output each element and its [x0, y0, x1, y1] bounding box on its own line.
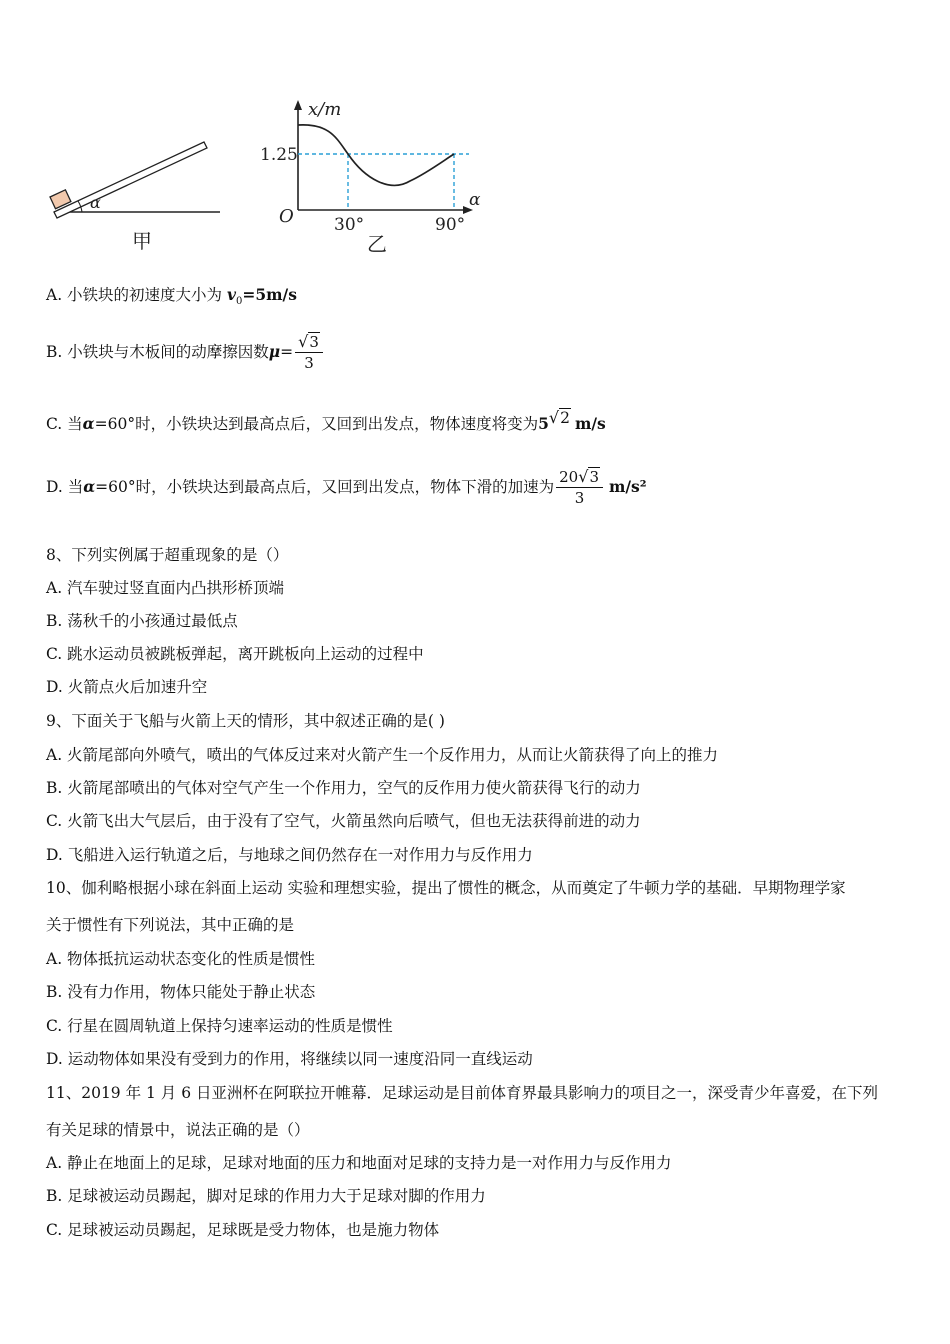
sqrt-2: √2	[548, 408, 570, 427]
figure-caption-yi: 乙	[367, 232, 387, 256]
figure-yi-graph	[255, 95, 495, 260]
y-tick-label: 1.25	[260, 145, 298, 165]
x-tick-30: 30°	[334, 215, 365, 235]
fraction-root3-over-3: $\frac{√3}{3}$	[295, 332, 323, 373]
q10-option-b: B. 没有力作用，物体只能处于静止状态	[46, 983, 316, 1001]
figure-caption-jia: 甲	[132, 229, 152, 253]
q8-option-d: D. 火箭点火后加速升空	[46, 678, 208, 696]
q7-option-b: B. 小铁块与木板间的动摩擦因数 μ = $\frac{√3}{3}$	[46, 330, 325, 374]
q10-stem-line2: 关于惯性有下列说法，其中正确的是	[46, 916, 295, 934]
inclined-board	[54, 142, 207, 218]
x-axis-label: α	[469, 190, 481, 210]
q8-option-a: A. 汽车驶过竖直面内凸拱形桥顶端	[46, 579, 285, 597]
q10-option-d: D. 运动物体如果没有受到力的作用，将继续以同一速度沿同一直线运动	[46, 1050, 533, 1068]
q9-stem: 9、下面关于飞船与火箭上天的情形，其中叙述正确的是( )	[46, 712, 445, 730]
q9-option-d: D. 飞船进入运行轨道之后，与地球之间仍然存在一对作用力与反作用力	[46, 846, 533, 864]
q11-option-b: B. 足球被运动员踢起，脚对足球的作用力大于足球对脚的作用力	[46, 1187, 486, 1205]
x-tick-90: 90°	[435, 215, 466, 235]
q11-stem-line1: 11、2019 年 1 月 6 日亚洲杯在阿联拉开帷幕．足球运动是目前体育界最具影响力的项目之一，深受青少年喜爱，在下列	[46, 1084, 879, 1102]
q8-stem: 8、下列实例属于超重现象的是（）	[46, 546, 289, 564]
q9-option-a: A. 火箭尾部向外喷气，喷出的气体反过来对火箭产生一个反作用力，从而让火箭获得了向上的推力	[46, 746, 719, 764]
q11-stem-line2: 有关足球的情景中，说法正确的是（）	[46, 1121, 310, 1139]
q10-stem-line1: 10、伽利略根据小球在斜面上运动 实验和理想实验，提出了惯性的概念，从而奠定了牛顿力学的基础．早期物理学家	[46, 879, 846, 897]
angle-label: α	[90, 193, 101, 212]
q7-option-a: A. 小铁块的初速度大小为 $v_0=5m/s$	[46, 285, 297, 308]
y-axis-arrow	[294, 100, 302, 110]
q10-option-c: C. 行星在圆周轨道上保持匀速率运动的性质是惯性	[46, 1017, 393, 1035]
x-alpha-curve	[298, 125, 454, 186]
q11-option-a: A. 静止在地面上的足球，足球对地面的压力和地面对足球的支持力是一对作用力与反作用力	[46, 1154, 672, 1172]
origin-label: O	[279, 206, 294, 227]
q10-option-a: A. 物体抵抗运动状态变化的性质是惯性	[46, 950, 316, 968]
q7-option-c: C. 当 α =60°时，小铁块达到最高点后，又回到出发点，物体速度将变为 5 √2 m/s	[46, 408, 606, 433]
y-axis-label: x/m	[308, 99, 342, 120]
q11-option-c: C. 足球被运动员踢起，足球既是受力物体，也是施力物体	[46, 1221, 440, 1239]
q8-option-c: C. 跳水运动员被跳板弹起，离开跳板向上运动的过程中	[46, 645, 424, 663]
q9-option-c: C. 火箭飞出大气层后，由于没有了空气，火箭虽然向后喷气，但也无法获得前进的动力	[46, 812, 641, 830]
q9-option-b: B. 火箭尾部喷出的气体对空气产生一个作用力，空气的反作用力使火箭获得飞行的动力	[46, 779, 641, 797]
q7-option-d: D. 当 α =60°时，小铁块达到最高点后，又回到出发点，物体下滑的加速为 $\frac{20√3}{3}$ m/s²	[46, 466, 647, 507]
figure-jia-incline	[40, 135, 230, 255]
q8-option-b: B. 荡秋千的小孩通过最低点	[46, 612, 238, 630]
fraction-20root3-over-3: $\frac{20√3}{3}$	[556, 467, 603, 508]
